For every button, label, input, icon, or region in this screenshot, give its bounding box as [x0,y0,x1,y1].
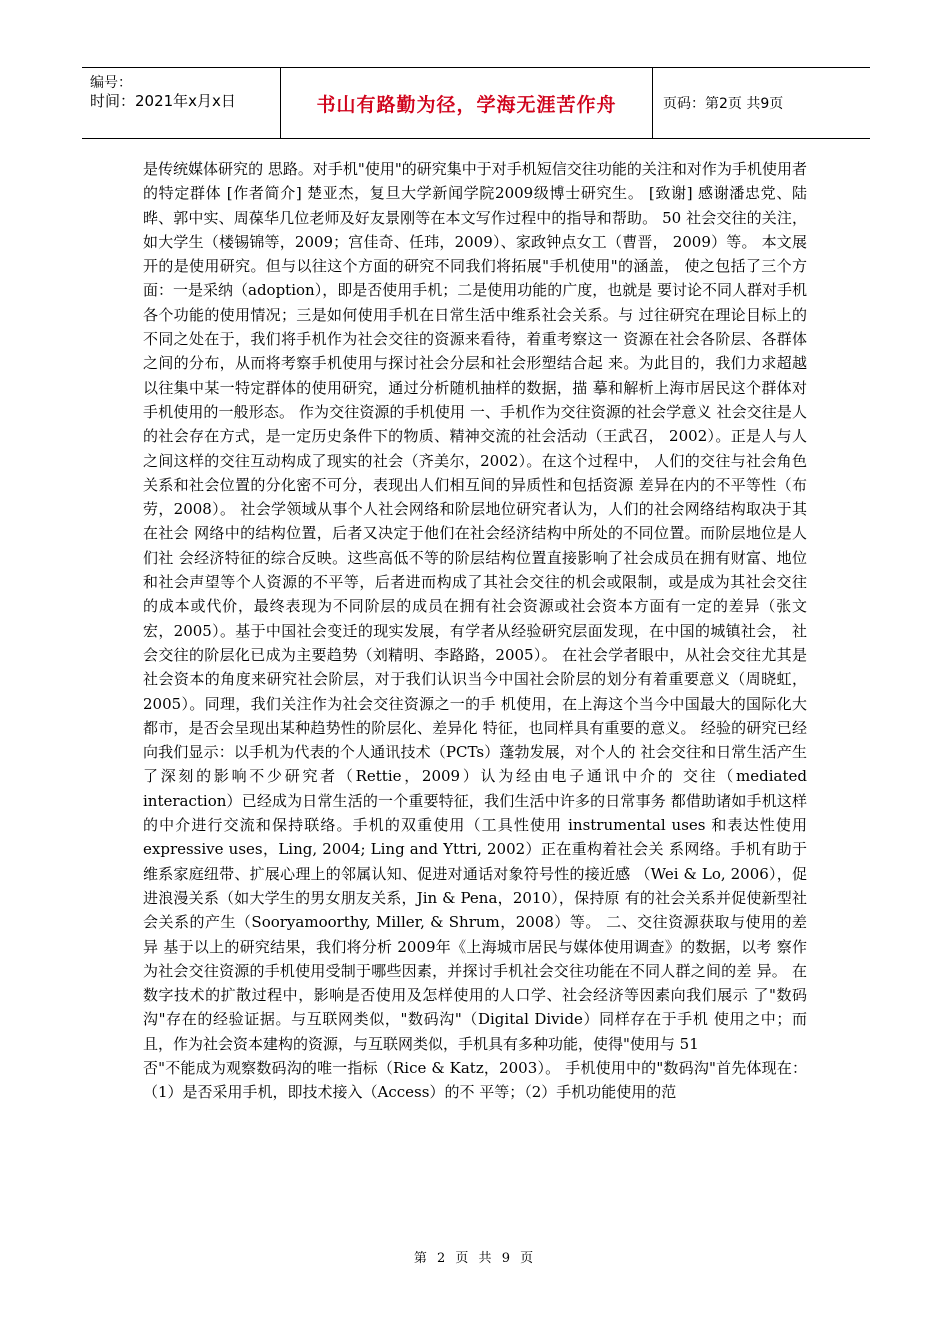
body-paragraph: 是传统媒体研究的 思路。对手机"使用"的研究集中于对手机短信交往功能的关注和对作为手机使用者的特定群体 [作者简介] 楚亚杰，复旦大学新闻学院2009级博士研究生。 [致谢] 感谢潘忠党、陆晔、郭中实、周葆华几位老师及好友景刚等在本文写作过程中的指导和帮助。 50 社会交往的关注，如大学生（楼锡锦等，2009；宫佳奇、任玮，2009）、家政钟点女工（曹晋， 2009）等。 本文展开的是使用研究。但与以往这个方面的研究不同我们将拓展"手机使用"的涵盖， 使之包括了三个方面：一是采纳（adoption），即是否使用手机；二是使用功能的广度，也就是 要讨论不同人群对手机各个功能的使用情况；三是如何使用手机在日常生活中维系社会关系。与 过往研究在理论目标上的不同之处在于，我们将手机作为社会交往的资源来看待，着重考察这一 资源在社会各阶层、各群体之间的分布，从而将考察手机使用与探讨社会分层和社会形塑结合起 来。为此目的，我们力求超越以往集中某一特定群体的使用研究，通过分析随机抽样的数据，描 摹和解析上海市居民这个群体对手机使用的一般形态。 作为交往资源的手机使用 一、手机作为交往资源的社会学意义 社会交往是人的社会存在方式，是一定历史条件下的物质、精神交流的社会活动（王武召， 2002）。正是人与人之间这样的交往互动构成了现实的社会（齐美尔，2002）。在这个过程中， 人们的交往与社会角色关系和社会位置的分化密不可分，表现出人们相互间的异质性和包括资源 差异在内的不平等性（布劳，2008）。 社会学领域从事个人社会网络和阶层地位研究者认为，人们的社会网络结构取决于其在社会 网络中的结构位置，后者又决定于他们在社会经济结构中所处的不同位置。而阶层地位是人们社 会经济特征的综合反映。这些高低不等的阶层结构位置直接影响了社会成员在拥有财富、地位和社会声望等个人资源的不平等，后者进而构成了其社会交往的机会或限制，或是成为其社会交往 的成本或代价，最终表现为不同阶层的成员在拥有社会资源或社会资本方面有一定的差异（张文 宏，2005）。基于中国社会变迁的现实发展，有学者从经验研究层面发现，在中国的城镇社会， 社会交往的阶层化已成为主要趋势（刘精明、李路路，2005）。 在社会学者眼中，从社会交往尤其是社会资本的角度来研究社会阶层，对于我们认识当今中国社会阶层的划分有着重要意义（周晓虹，2005）。同理，我们关注作为社会交往资源之一的手 机使用，在上海这个当今中国最大的国际化大都市，是否会呈现出某种趋势性的阶层化、差异化 特征，也同样具有重要的意义。 经验的研究已经向我们显示：以手机为代表的个人通讯技术（PCTs）蓬勃发展，对个人的 社会交往和日常生活产生了深刻的影响不少研究者（Rettie，2009）认为经由电子通讯中介的 交往（mediated interaction）已经成为日常生活的一个重要特征，我们生活中许多的日常事务 都借助诸如手机这样的中介进行交流和保持联络。手机的双重使用（工具性使用 instrumental uses 和表达性使用 expressive uses，Ling, 2004; Ling and Yttri, 2002）正在重构着社会关 系网络。手机有助于维系家庭纽带、扩展心理上的邻属认知、促进对通话对象符号性的接近感 （Wei & Lo, 2006），促进浪漫关系（如大学生的男女朋友关系，Jin & Pena，2010），保持原 有的社会关系并促使新型社会关系的产生（Sooryamoorthy, Miller, & Shrum，2008）等。 二、交往资源获取与使用的差异 基于以上的研究结果，我们将分析 2009年《上海城市居民与媒体使用调查》的数据，以考 察作为社会交往资源的手机使用受制于哪些因素，并探讨手机社会交往功能在不同人群之间的差 异。 在数字技术的扩散过程中，影响是否使用及怎样使用的人口学、社会经济等因素向我们展示 了"数码沟"存在的经验证据。与互联网类似，"数码沟"（Digital Divide）同样存在于手机 使用之中；而且，作为社会资本建构的资源，与互联网类似，手机具有多种功能，使得"使用与 51 [143,160,807,1053]
body-paragraph: 否"不能成为观察数码沟的唯一指标（Rice & Katz，2003）。 手机使用中的"数码沟"首先体现在：（1）是否采用手机，即技术接入（Access）的不 平等；（2）手机功能使用的范 [143,1058,807,1102]
page-footer: 第 2 页 共 9 页 [413,1251,537,1266]
header-meta [82,68,280,138]
header-page-info: 页码：第2页 共9页 [663,96,784,112]
header-number-label: 编号： [90,75,132,91]
page-header [82,67,870,139]
header-motto: 书山有路勤为径，学海无涯苦作舟 [316,93,617,116]
header-date: 时间：2021年x月x日 [90,92,236,110]
document-body [143,157,807,1105]
